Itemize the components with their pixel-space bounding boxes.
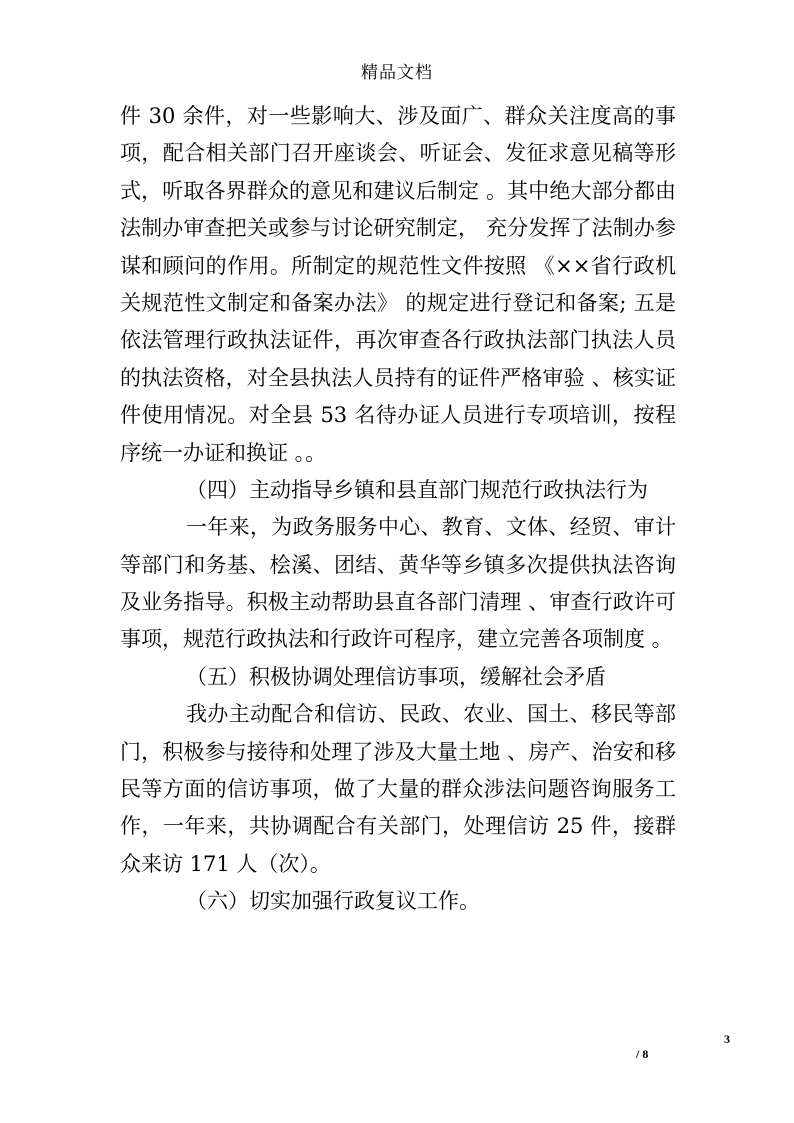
text-line: 作，一年来，共协调配合有关部门，处理信访 25 件，接群 [120, 814, 676, 839]
text-line: 等部门和务基、桧溪、团结、黄华等乡镇多次提供执法咨询 [120, 552, 676, 577]
text-line: 谋和顾问的作用。所制定的规范性文件按照 《××省行政机 [120, 253, 676, 278]
text-line: 序统一办证和换证 。。 [120, 440, 327, 465]
section-heading-four: （四）主动指导乡镇和县直部门规范行政执法行为 [186, 477, 648, 502]
text-line: 项，配合相关部门召开座谈会、听证会、发征求意见稿等形 [120, 141, 676, 166]
text-line: 法制办审查把关或参与讨论研究制定， 充分发挥了法制办参 [120, 216, 676, 241]
text-line: 我办主动配合和信访、民政、农业、国土、移民等部 [186, 702, 676, 727]
text-line: 事项，规范行政执法和行政许可程序，建立完善各项制度 。 [120, 627, 673, 652]
text-line: 式，听取各界群众的意见和建议后制定 。其中绝大部分都由 [120, 178, 676, 203]
page-number: 3 [724, 1032, 730, 1046]
text-line: 件 30 余件，对一些影响大、涉及面广、群众关注度高的事 [120, 104, 676, 128]
text-line: 一年来，为政务服务中心、教育、文体、经贸、审计 [186, 515, 676, 540]
text-line: 及业务指导。积极主动帮助县直各部门清理 、审查行政许可 [120, 590, 676, 615]
text-line: 关规范性文制定和备案办法》 的规定进行登记和备案; 五是 [120, 290, 676, 315]
text-line: 门，积极参与接待和处理了涉及大量土地 、房产、治安和移 [120, 739, 676, 764]
page-total: / 8 [636, 1047, 649, 1061]
document-header-title: 精品文档 [361, 63, 433, 83]
text-line: 依法管理行政执法证件，再次审查各行政执法部门执法人员 [120, 328, 676, 353]
section-heading-six: （六）切实加强行政复议工作。 [186, 889, 480, 914]
text-line: 民等方面的信访事项，做了大量的群众涉法问题咨询服务工 [120, 777, 676, 802]
text-line: 的执法资格，对全县执法人员持有的证件严格审验 、核实证 [120, 365, 676, 390]
text-line: 众来访 171 人（次）。 [120, 851, 331, 876]
document-body [120, 98, 676, 921]
section-heading-five: （五）积极协调处理信访事项，缓解社会矛盾 [186, 664, 606, 689]
text-line: 件使用情况。对全县 53 名待办证人员进行专项培训，按程 [120, 403, 676, 428]
